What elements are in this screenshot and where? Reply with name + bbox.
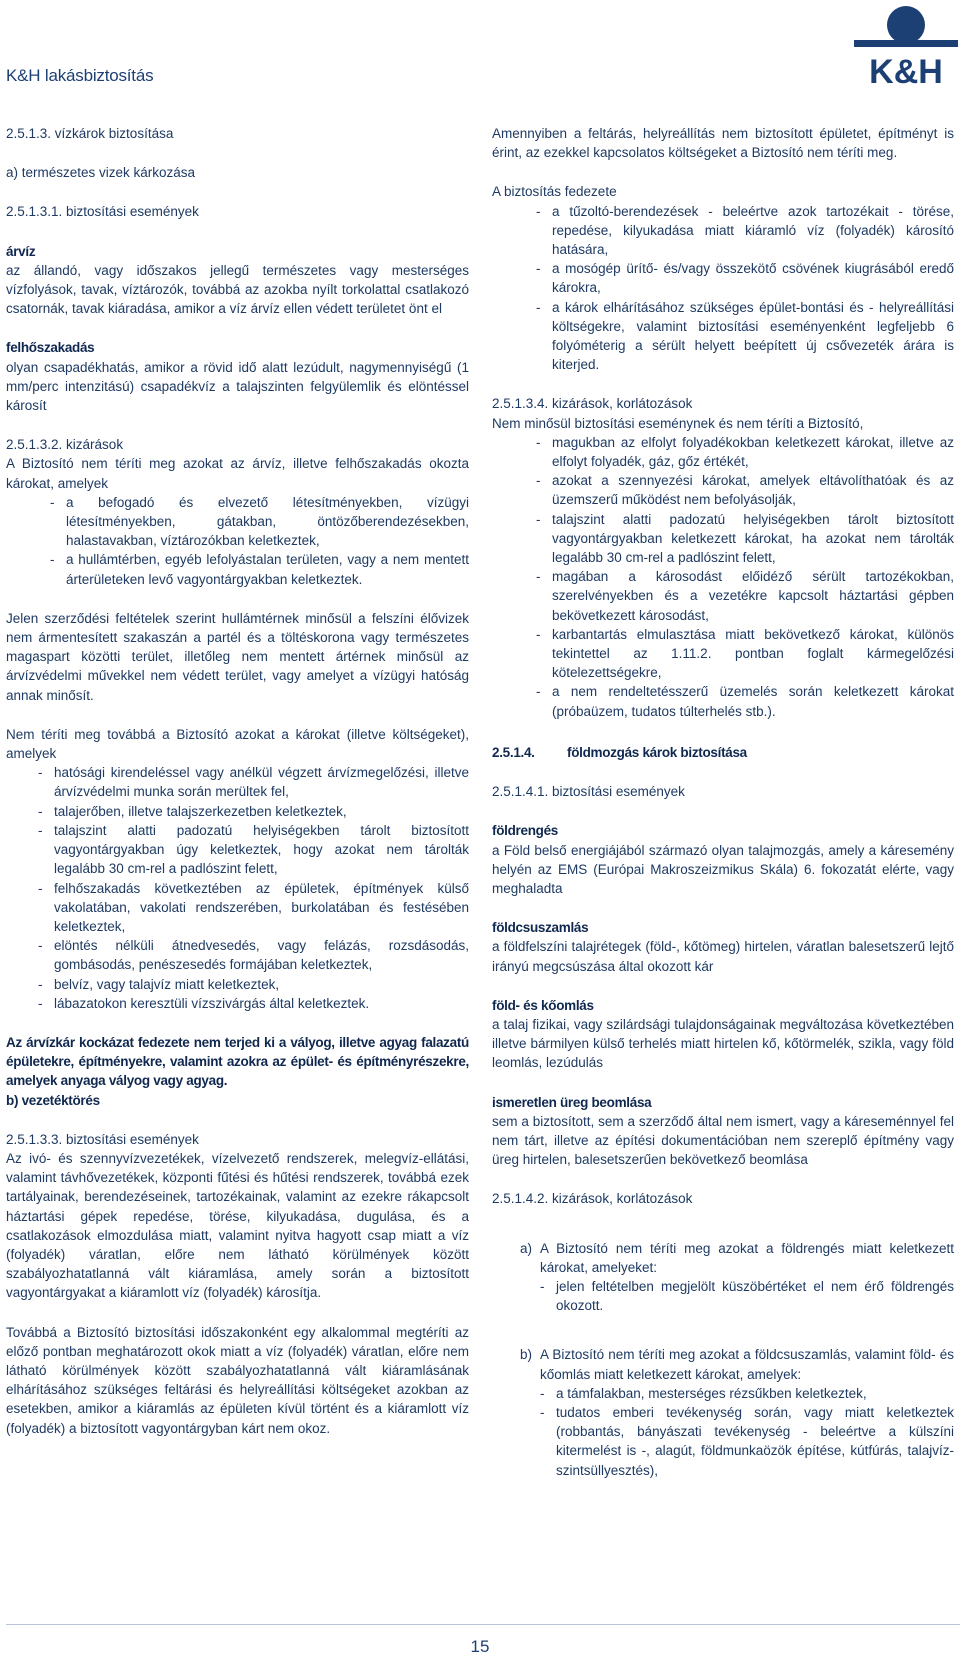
list-item: - felhőszakadás következtében az épületek, építmények külső vakolatában, vakolati rendszerében, burkolatában és festésében keletkeztek,: [54, 879, 469, 937]
kizarasok-list: [6, 493, 469, 589]
left-column: [6, 124, 469, 1438]
list-item: - hatósági kirendeléssel vagy anélkül végzett árvízmegelőzési, illetve árvízvédelmi munka során merültek fel,: [54, 763, 469, 801]
list-item: - elöntés nélküli átnedvesedés, vagy felázás, rozsdásodás, gombásodás, penészesedés formájában keletkeztek,: [54, 936, 469, 974]
nem-minosul-intro: Nem minősül biztosítási eseménynek és nem téríti a Biztosító,: [492, 415, 864, 431]
list-item: - a hullámtérben, egyéb lefolyástalan területen, vagy a nem mentett árterületeken levő vagyontárgyakban keletkeztek.: [66, 550, 469, 588]
section-title: földmozgás károk biztosítása: [567, 744, 747, 760]
section-2-5-1-3-3: 2.5.1.3.3. biztosítási események: [6, 1131, 199, 1147]
section-2-5-1-3-4: 2.5.1.3.4. kizárások, korlátozások: [492, 396, 693, 412]
section-2-5-1-4: [492, 743, 954, 762]
foldrenges-heading: földrengés: [492, 823, 559, 839]
list-item: - a támfalakban, mesterséges rézsűkben keletkeztek,: [556, 1384, 954, 1403]
subsection-a: a) természetes vizek kárkozása: [6, 165, 196, 181]
felhoszakadas-heading: felhőszakadás: [6, 340, 95, 356]
list-item: - a tűzoltó-berendezések - beleértve azok tartozékait - törése, repedése, kilyukadása miatt kiáramló víz (folyadék) károsító hatására,: [552, 202, 954, 260]
section-2-5-1-4-2: 2.5.1.4.2. kizárások, korlátozások: [492, 1191, 693, 1207]
section-2-5-1-3-1: 2.5.1.3.1. biztosítási események: [6, 204, 199, 220]
list-item: - belvíz, vagy talajvíz miatt keletkeztek,: [54, 975, 469, 994]
subsection-b-heading: b) vezetéktörés: [6, 1092, 100, 1108]
list-item: - a nem rendeltetésszerű üzemelés során keletkezett károkat (próbaüzem, tudatos túlterhelés stb.).: [552, 682, 954, 720]
felhoszakadas-text: olyan csapadékhatás, amikor a rövid idő alatt lezúdult, nagymennyiségű (1 mm/perc intenzitású) csapadékvíz a talajszinten felgyülemlik és elöntéssel károsít: [6, 359, 469, 414]
ureg-text: sem a biztosított, sem a szerződő által nem ismert, vagy a káreseménnyel fel nem tárt, illetve az építési dokumentációban nem szereplő építmény vagy üreg hirtelen, balesetszerűen bekövetkező beomlása: [492, 1113, 954, 1168]
nem-teriti-list: [6, 763, 469, 1013]
exclusion-a-list: [540, 1277, 954, 1315]
list-item: - karbantartás elmulasztása miatt bekövetkező károkat, különös tekintettel az 1.11.2. pontban foglalt kármegelőzési kötelezettségekre,: [552, 625, 954, 683]
svg-text:K&H: K&H: [869, 53, 943, 86]
ivo-text: Az ivó- és szennyvízvezetékek, vízelvezető rendszerek, melegvíz-ellátási, valamint távhővezetékek, központi fűtési és hűtési rendszerek, továbbá ezek tartályainak, berendezéseinek, tartozékainak, valamint az ezekre rákapcsolt háztartási gépek repedése, törése, kilyukadása, dugulása, és a csatlakozások elmozdulása miatt, valamint nyitva hagyott csap miatt a víz (folyadék) váratlan, előre nem látható körülmények között szabályozhatatlanná vált kiáramlása, amely során a biztosított vagyontárgyakat a kiáramlott víz (folyadék) károsítja.: [6, 1150, 469, 1301]
page-number: 15: [470, 1637, 490, 1656]
kh-logo: [852, 4, 960, 86]
list-item: - lábazatokon keresztüli vízszivárgás által keletkeztek.: [54, 994, 469, 1013]
list-item: - magukban az elfolyt folyadékokban keletkezett károkat, illetve az elfolyt folyadék, gáz, gőz értékét,: [552, 433, 954, 471]
foldrenges-text: a Föld belső energiájából származó olyan talajmozgás, amely a káresemény helyén az EMS (Európai Makroszeizmikus Skála) 6. fokozatát elérte, vagy meghaladta: [492, 842, 954, 896]
section-2-5-1-3: 2.5.1.3. vízkárok biztosítása: [6, 126, 174, 141]
section-2-5-1-4-1: 2.5.1.4.1. biztosítási események: [492, 784, 685, 800]
section-2-5-1-3-2: 2.5.1.3.2. kizárások: [6, 437, 124, 453]
foldcsuszamlas-text: a földfelszíni talajrétegek (föld-, kőtömeg) hirtelen, váratlan balesetszerű lejtő irányú megcsúszása által okozott kár: [492, 939, 954, 974]
exclusion-a-text: A Biztosító nem téríti meg azokat a földrengés miatt keletkezett károkat, amelyeket:: [540, 1240, 954, 1275]
list-item: - talajerőben, illetve talajszerkezetben keletkeztek,: [54, 802, 469, 821]
exclusion-a: [492, 1239, 954, 1316]
exclusion-b-text: A Biztosító nem téríti meg azokat a földcsuszamlás, valamint föld- és kőomlás miatt keletkezett károkat, amelyek:: [540, 1347, 954, 1382]
list-item: - azokat a szennyezési károkat, amelyek eltávolíthatóak és az üzemszerű működést nem befolyásolják,: [552, 471, 954, 509]
exclusion-b: [492, 1345, 954, 1479]
arviz-heading: árvíz: [6, 243, 36, 259]
ureg-heading: ismeretlen üreg beomlása: [492, 1094, 652, 1110]
foldcsuszamlas-heading: földcsuszamlás: [492, 920, 589, 936]
list-item: - a mosógép ürítő- és/vagy összekötő csövének kiugrásából eredő károkra,: [552, 259, 954, 297]
nem-teriti-intro: Nem téríti meg továbbá a Biztosító azokat a károkat (illetve költségeket), amelyek: [6, 726, 469, 762]
exclusion-a-letter: a): [520, 1240, 533, 1256]
valyog-text: Az árvízkár kockázat fedezete nem terjed ki a vályog, illetve agyag falazatú épületekre, építményekre, valamint azokra az épület- és építményrészekre, amelyek anyaga vályog vagy agyag.: [6, 1034, 469, 1089]
exclusion-b-list: [540, 1384, 954, 1480]
list-item: - magában a károsodást előidéző sérült tartozékokban, szerelvényekben és a vezetékre kapcsolt háztartási gépben bekövetkezett károsodást,: [552, 567, 954, 625]
kizarasok-intro: A Biztosító nem téríti meg azokat az árvíz, illetve felhőszakadás okozta károkat, amelyek: [6, 456, 469, 491]
right-column: [492, 124, 954, 1480]
arviz-text: az állandó, vagy időszakos jellegű természetes vagy mesterséges vízfolyások, tavak, víztározók, továbbá az azokba nyílt torkolattal csatlakozó csatornák, tavak kiáradása, amikor a víz árvíz ellen védett területet önt el: [6, 262, 469, 317]
amennyiben-text: Amennyiben a feltárás, helyreállítás nem biztosított épületet, építményt is érint, az ezekkel kapcsolatos költségeket a Biztosító nem téríti meg.: [492, 126, 954, 161]
list-item: - a károk elhárításához szükséges épület-bontási és - helyreállítási költségekre, valamint biztosítási eseményenként legfeljebb 6 folyóméterig a sérült helyett beépített új csővezeték árára is kiterjed.: [552, 298, 954, 375]
exclusion-b-letter: b): [520, 1347, 533, 1363]
fedezete-intro: A biztosítás fedezete: [492, 184, 617, 200]
list-item: - talajszint alatti padozatú helyiségekben tárolt biztosított vagyontárgyakban keletkezett károkat, ha azokat nem tárolták legalább 30 cm-rel a padlószint felett,: [552, 510, 954, 568]
koomlas-heading: föld- és kőomlás: [492, 997, 594, 1013]
header-title: K&H lakásbiztosítás: [6, 66, 154, 85]
nem-minosul-list: [492, 433, 954, 721]
footer-divider: [6, 1624, 960, 1625]
fedezete-list: [492, 202, 954, 375]
list-item: - talajszint alatti padozatú helyiségekben tárolt biztosított vagyontárgyakban úgy keletkeztek, hogy azokat nem tárolták legalább 30 cm-rel a padlószint felett,: [54, 821, 469, 879]
list-item: - jelen feltételben megjelölt küszöbértéket el nem érő földrengés okozott.: [556, 1277, 954, 1315]
list-item: - a befogadó és elvezető létesítményekben, vízügyi létesítményekben, gátakban, öntözőberendezésekben, halastavakban, víztározókban keletkeztek,: [66, 493, 469, 551]
koomlas-text: a talaj fizikai, vagy szilárdsági tulajdonságainak megváltozása következtében illetve bármilyen külső terhelés miatt hirtelen kő, kőtörmelék, szikla, vagy föld leomlás, lezúdulás: [492, 1016, 954, 1071]
tovabba-text: Továbbá a Biztosító biztosítási időszakonként egy alkalommal megtéríti az előző pontban meghatározott okok miatt a víz (folyadék) váratlan, előre nem látható körülmények között szabályozhatatlanná vált kiáramlásának elhárításához szükséges feltárási és helyreállítási költségeket azokban az esetekben, amikor a kiáramlás az épületen kívül történt és a kiáramlott víz (folyadék) a biztosított vagyontárgyban kárt nem okoz.: [6, 1324, 469, 1436]
section-number: 2.5.1.4.: [492, 744, 535, 760]
jelen-text: Jelen szerződési feltételek szerint hullámtérnek minősül a felszíni élővizek nem ármentesített szakaszán a partél és a töltéskorona vagy természetes magaspart közötti terület, illetőleg nem mentett ártérnek minősül az árvízvédelmi művekkel nem védett terület, vagy amelyet a vízügyi hatóság annak minősít.: [6, 610, 469, 703]
list-item: - tudatos emberi tevékenység során, vagy miatt keletkeztek (robbantás, bányászati tevékenység - beleértve a külszíni kitermelést is -, alagút, földmunkaözök építése, kútfúrás, talajvíz-szintsüllyesztés),: [556, 1403, 954, 1480]
